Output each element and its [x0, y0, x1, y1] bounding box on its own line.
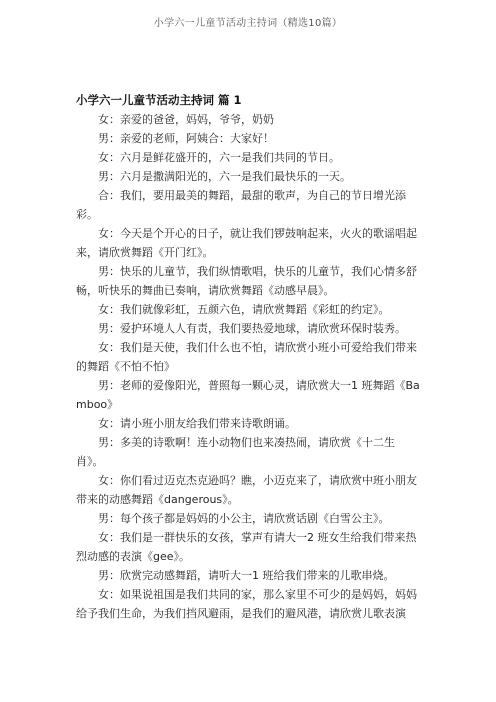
paragraph-14: 女：你们看过迈克杰克逊吗？瞧，小迈克来了，请欣赏中班小朋友带来的动感舞蹈《dangerous》。 — [76, 474, 417, 506]
paragraph-11: 男：老师的爱像阳光，普照每一颗心灵，请欣赏大一1 班舞蹈《Bamboo》 — [76, 379, 420, 411]
paragraph-2: 男：亲爱的老师，阿姨合：大家好！ — [98, 132, 274, 145]
paragraph-3: 女：六月是鲜花盛开的，六一是我们共同的节日。 — [98, 151, 340, 164]
paragraph-13: 男：多美的诗歌啊！连小动物们也来凑热闹，请欣赏《十二生肖》。 — [76, 436, 395, 468]
paragraph-15: 男：每个孩子都是妈妈的小公主，请欣赏话剧《白雪公主》。 — [98, 512, 390, 525]
paragraph-9: 男：爱护环境人人有责，我们要热爱地球，请欣赏环保时装秀。 — [98, 322, 406, 335]
paragraph-18: 女：如果说祖国是我们共同的家，那么家里不可少的是妈妈，妈妈给予我们生命，为我们挡风避雨，是我们的避风港，请欣赏儿歌表演 — [76, 588, 417, 620]
paragraph-8: 女：我们就像彩虹，五颜六色，请欣赏舞蹈《彩虹的约定》。 — [98, 303, 390, 316]
paragraph-4: 男：六月是撒满阳光的，六一是我们最快乐的一天。 — [98, 170, 351, 183]
paragraph-10: 女：我们是天使，我们什么也不怕，请欣赏小班小可爱给我们带来的舞蹈《不怕不怕》 — [76, 341, 417, 373]
paragraph-17: 男：欣赏完动感舞蹈，请听大一1 班给我们带来的儿歌串烧。 — [98, 569, 395, 582]
paragraph-6: 女：今天是个开心的日子，就让我们锣鼓响起来，火火的歌谣唱起来，请欣赏舞蹈《开门红》。 — [76, 227, 417, 259]
paragraph-12: 女：请小班小朋友给我们带来诗歌朗诵。 — [98, 417, 296, 430]
document-header: 小学六一儿童节活动主持词（精选10篇） — [153, 18, 343, 29]
paragraph-16: 女：我们是一群快乐的女孩，掌声有请大一2 班女生给我们带来热烈动感的表演《gee》。 — [76, 531, 417, 563]
document-body — [76, 91, 422, 623]
paragraph-5: 合：我们，要用最美的舞蹈，最甜的歌声，为自己的节日增光添彩。 — [76, 189, 406, 221]
paragraph-1: 女：亲爱的爸爸，妈妈，爷爷，奶奶 — [98, 113, 274, 126]
section-title: 小学六一儿童节活动主持词 篇 1 — [76, 93, 242, 107]
paragraph-7: 男：快乐的儿童节，我们纵情歌唱，快乐的儿童节，我们心情多舒畅，听快乐的舞曲已奏响，请欣赏舞蹈《动感早晨》。 — [76, 265, 417, 297]
